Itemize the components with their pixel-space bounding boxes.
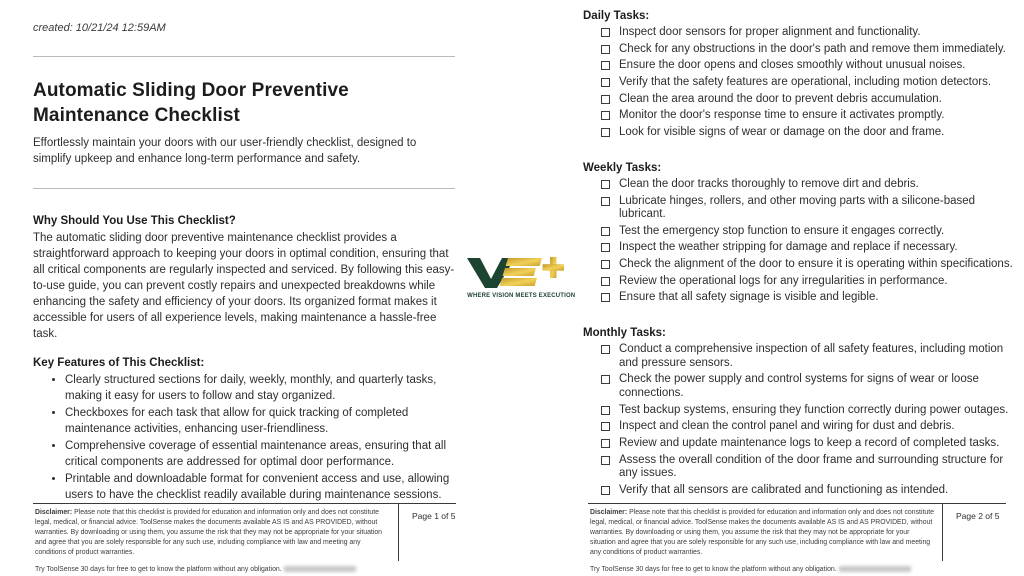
checkbox-icon [601, 293, 610, 302]
checkbox-icon [601, 439, 610, 448]
checkbox-icon [601, 486, 610, 495]
task-item [601, 109, 1021, 123]
task-item [601, 26, 1021, 40]
checkbox-icon [601, 422, 610, 431]
task-label: Check the alignment of the door to ensure it is operating within specifications. [619, 258, 1013, 271]
redacted-link-text [839, 566, 911, 572]
task-item [601, 93, 1021, 107]
checkbox-icon [601, 406, 610, 415]
task-item [601, 437, 1021, 451]
section-heading: Daily Tasks: [583, 10, 650, 22]
why-heading: Why Should You Use This Checklist? [33, 215, 236, 227]
task-label: Check for any obstructions in the door's path and remove them immediately. [619, 42, 1006, 55]
disclaimer-label: Disclaimer: [590, 509, 628, 516]
page-number: Page 2 of 5 [942, 504, 1006, 561]
task-label: Clean the area around the door to prevent debris accumulation. [619, 92, 942, 105]
checkbox-icon [601, 375, 610, 384]
section-heading: Weekly Tasks: [583, 161, 662, 174]
page-title: Automatic Sliding Door Preventive Maintenance Checklist [33, 80, 349, 126]
checkbox-icon [601, 45, 610, 54]
task-item [601, 343, 1021, 370]
divider [33, 56, 455, 57]
task-label: Look for visible signs of wear or damage on the door and frame. [619, 126, 945, 139]
task-item [601, 484, 1021, 498]
task-item [601, 195, 1021, 222]
disclaimer-body: Please note that this checklist is provided for education and information only and does not constitute legal, medical, or financial advice. ToolSense makes the documents available AS IS and AS PROVIDED, without warranties. By downloading or using them, you assume the risk that they may not be appropriate for your situation and agree that you are solely responsible for any such use, including compliance with law and meeting any conditions of product warranties. [590, 509, 934, 556]
document-subtitle: Effortlessly maintain your doors with our user-friendly checklist, designed to simplify upkeep and enhance long-term performance and safety. [33, 137, 417, 165]
task-label: Review and update maintenance logs to keep a record of completed tasks. [619, 436, 1000, 449]
brand-logo [463, 256, 576, 299]
checkbox-icon [601, 78, 610, 87]
task-label: Inspect door sensors for proper alignment and functionality. [619, 26, 921, 38]
checkbox-icon [601, 180, 610, 189]
redacted-link-text [284, 566, 356, 572]
task-label: Verify that all sensors are calibrated and functioning as intended. [619, 483, 949, 496]
feature-item: • Checkboxes for each task that allow for quick tracking of completed maintenance activities, enhancing user-friendliness. [65, 405, 455, 437]
checkbox-icon [601, 28, 610, 37]
task-item [601, 126, 1021, 140]
task-label: Ensure the door opens and closes smoothly without unusual noises. [619, 59, 966, 72]
task-item [601, 275, 1021, 289]
task-item [601, 291, 1021, 305]
task-label: Test the emergency stop function to ensure it engages correctly. [619, 224, 945, 237]
task-item [601, 404, 1021, 418]
divider [33, 188, 455, 189]
checkbox-icon [601, 456, 610, 465]
task-item [601, 43, 1021, 57]
task-item [601, 225, 1021, 239]
ve-plus-logo-icon [465, 256, 565, 290]
task-item [601, 454, 1021, 481]
task-label: Review the operational logs for any irregularities in performance. [619, 274, 948, 287]
disclaimer-body: Please note that this checklist is provided for education and information only and does not constitute legal, medical, or financial advice. ToolSense makes the documents available AS IS and AS PROVIDED, without warranties. By downloading or using them, you assume the risk that they may not be appropriate for your situation and agree that you are solely responsible for any such use, including compliance with law and meeting any conditions of product warranties. [35, 509, 383, 556]
created-timestamp: created: 10/21/24 12:59AM [33, 22, 166, 34]
task-label: Lubricate hinges, rollers, and other moving parts with a silicone-based lubricant. [619, 194, 976, 220]
trial-offer-text: Try ToolSense 30 days for free to get to know the platform without any obligation. [590, 566, 934, 573]
disclaimer-text [35, 508, 390, 558]
checkbox-icon [601, 345, 610, 354]
trial-offer-text: Try ToolSense 30 days for free to get to know the platform without any obligation. [35, 566, 390, 573]
task-item [601, 420, 1021, 434]
task-label: Inspect the weather stripping for damage and replace if necessary. [619, 241, 958, 254]
document-page-2 [583, 0, 1021, 500]
task-item [601, 178, 1021, 192]
checkbox-icon [601, 260, 610, 269]
disclaimer-cell [588, 504, 942, 573]
disclaimer-cell [33, 504, 398, 573]
task-label: Conduct a comprehensive inspection of all safety features, including motion and pressure sensors. [619, 343, 1004, 369]
task-label: Assess the overall condition of the door frame and surrounding structure for any issues. [619, 453, 1004, 480]
task-item [601, 258, 1021, 272]
features-list [33, 372, 455, 503]
why-paragraph: The automatic sliding door preventive maintenance checklist provides a straightforward approach to keeping your doors in optimal condition, ensuring that all critical components are regularly inspected and serviced. By following this easy-to-use guide, you can prevent costly repairs and unexpected breakdowns while enhancing the safety and efficiency of your doors. Its organized format makes it accessible for users of all experience levels, making maintenance a hassle-free task. [33, 232, 455, 340]
task-label: Verify that the safety features are operational, including motion detectors. [619, 76, 992, 89]
section-gap [583, 143, 1021, 162]
task-label: Monitor the door's response time to ensure it activates promptly. [619, 109, 945, 122]
page-number: Page 1 of 5 [398, 504, 456, 561]
task-label: Clean the door tracks thoroughly to remove dirt and debris. [619, 177, 919, 190]
section-gap [583, 308, 1021, 327]
feature-item: • Clearly structured sections for daily, weekly, monthly, and quarterly tasks, making it easy for users to follow and stay organized. [65, 372, 455, 404]
disclaimer-label: Disclaimer: [35, 509, 73, 516]
checkbox-icon [601, 227, 610, 236]
brand-tagline: WHERE VISION MEETS EXECUTION [467, 292, 576, 299]
checkbox-icon [601, 61, 610, 70]
task-item [601, 241, 1021, 255]
task-sections [583, 10, 1021, 497]
footer-page-2 [588, 503, 1006, 573]
feature-item: • Printable and downloadable format for convenient access and use, allowing users to have the checklist readily available during maintenance sessions. [65, 471, 455, 503]
task-label: Test backup systems, ensuring they function correctly during power outages. [619, 403, 1009, 416]
task-label: Inspect and clean the control panel and wiring for dust and debris. [619, 420, 955, 433]
feature-item: • Comprehensive coverage of essential maintenance areas, ensuring that all critical components are addressed for optimal door performance. [65, 438, 455, 470]
disclaimer-text [590, 508, 934, 558]
checkbox-icon [601, 95, 610, 104]
checkbox-icon [601, 197, 610, 206]
task-item [601, 59, 1021, 73]
checkbox-icon [601, 111, 610, 120]
task-item [601, 373, 1021, 400]
task-item [601, 76, 1021, 90]
footer-page-1 [33, 503, 456, 573]
checkbox-icon [601, 277, 610, 286]
task-label: Ensure that all safety signage is visible and legible. [619, 291, 879, 304]
checkbox-icon [601, 243, 610, 252]
features-heading: Key Features of This Checklist: [33, 357, 205, 369]
section-heading: Monthly Tasks: [583, 327, 666, 340]
document-page-1 [33, 0, 455, 504]
task-label: Check the power supply and control systems for signs of wear or loose connections. [619, 373, 979, 399]
checkbox-icon [601, 128, 610, 137]
